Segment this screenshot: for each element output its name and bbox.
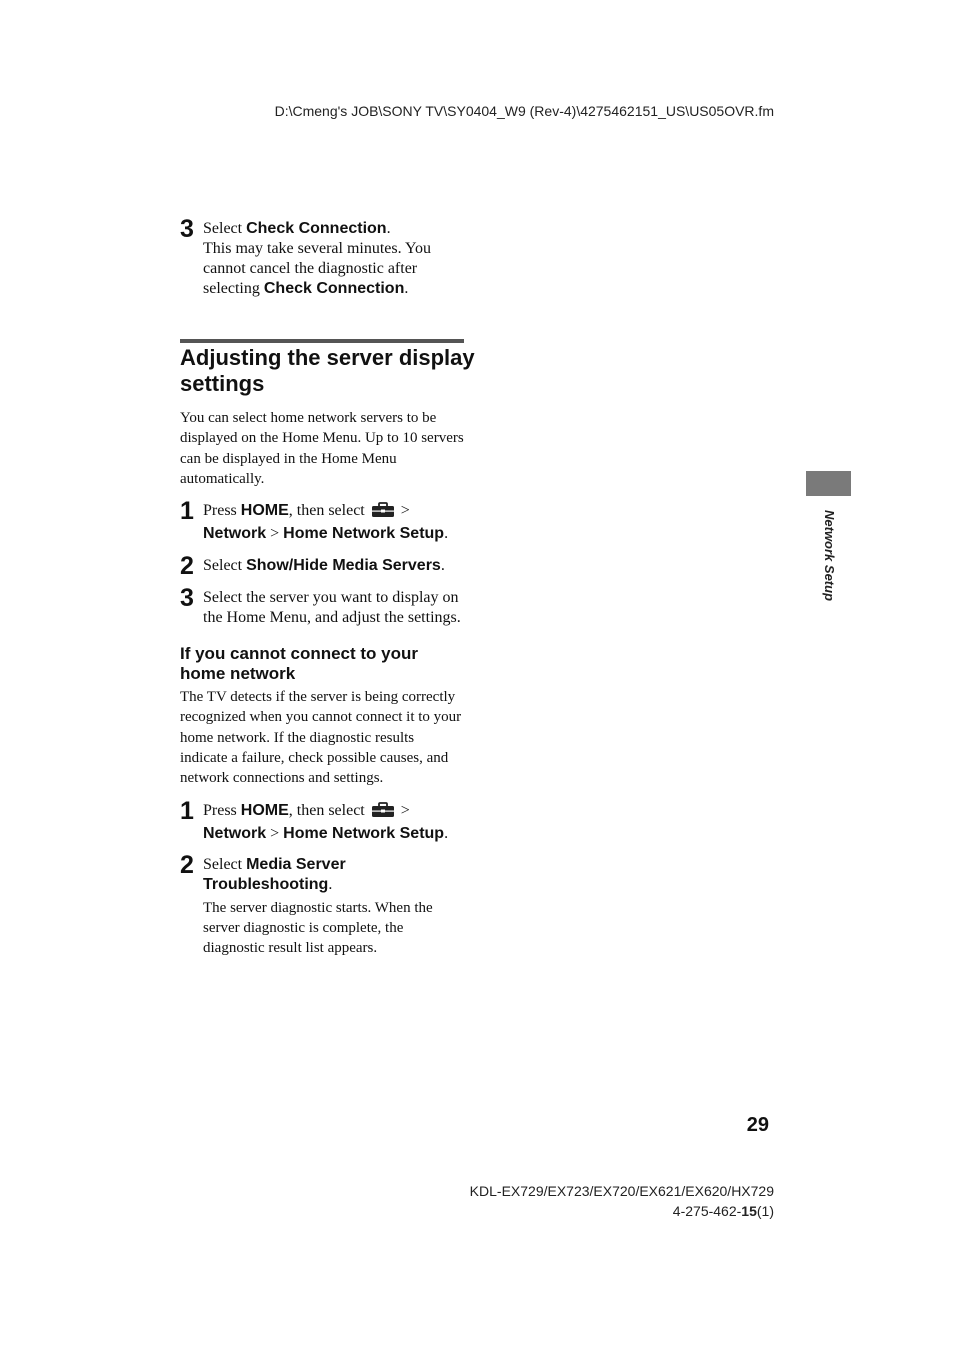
footer bbox=[470, 1181, 774, 1221]
model-list: KDL-EX729/EX723/EX720/EX621/EX620/HX729 bbox=[469, 1183, 774, 1199]
subsection-title: If you cannot connect to your home network bbox=[180, 644, 419, 684]
file-path-header: D:\Cmeng's JOB\SONY TV\SY0404_W9 (Rev-4)\4275462151_US\US05OVR.fm bbox=[274, 103, 774, 119]
section-rule bbox=[180, 339, 464, 343]
side-tab-label: Network Setup bbox=[822, 510, 837, 602]
section-body bbox=[180, 408, 464, 959]
section-step-3: 3 Select the server you want to display on the Home Menu, and adjust the settings. bbox=[180, 584, 461, 627]
section-title: Adjusting the server display settings bbox=[180, 345, 475, 396]
side-tab-marker bbox=[806, 471, 851, 496]
document-code: 4-275-462-15(1) bbox=[672, 1203, 774, 1219]
page-number: 29 bbox=[746, 1114, 769, 1136]
toolbox-icon bbox=[371, 502, 395, 524]
step-number: 3 bbox=[180, 215, 194, 243]
section-intro: You can select home network servers to be displayed on the Home Menu. Up to 10 servers can be displayed in the Home Menu automatically. bbox=[180, 410, 464, 487]
step-note: The server diagnostic starts. When the server diagnostic is complete, the diagnostic result list appears. bbox=[203, 899, 433, 957]
step-note: This may take several minutes. You cannot cancel the diagnostic after selecting Check Connection. bbox=[203, 240, 431, 297]
subsection-step-2: 2 Select Media Server Troubleshooting. The server diagnostic starts. When the server diagnostic is complete, the diagnostic result list appears. bbox=[180, 855, 464, 959]
section-step-2: 2 Select Show/Hide Media Servers. bbox=[180, 552, 445, 581]
toolbox-icon bbox=[371, 802, 395, 824]
section-step-1: 1 Press HOME, then select > Network > Home Network Setup. bbox=[180, 497, 449, 543]
top-step bbox=[180, 215, 464, 299]
subsection-step-1: 1 Press HOME, then select > Network > Home Network Setup. bbox=[180, 796, 449, 842]
step-check-connection: 3 Select Check Connection. This may take several minutes. You cannot cancel the diagnostic after selecting Check Connection. bbox=[180, 215, 431, 297]
subsection-intro: The TV detects if the server is being correctly recognized when you cannot connect it to your home network. If the diagnostic results indicate a failure, check possible causes, and network connections and settings. bbox=[180, 689, 462, 787]
